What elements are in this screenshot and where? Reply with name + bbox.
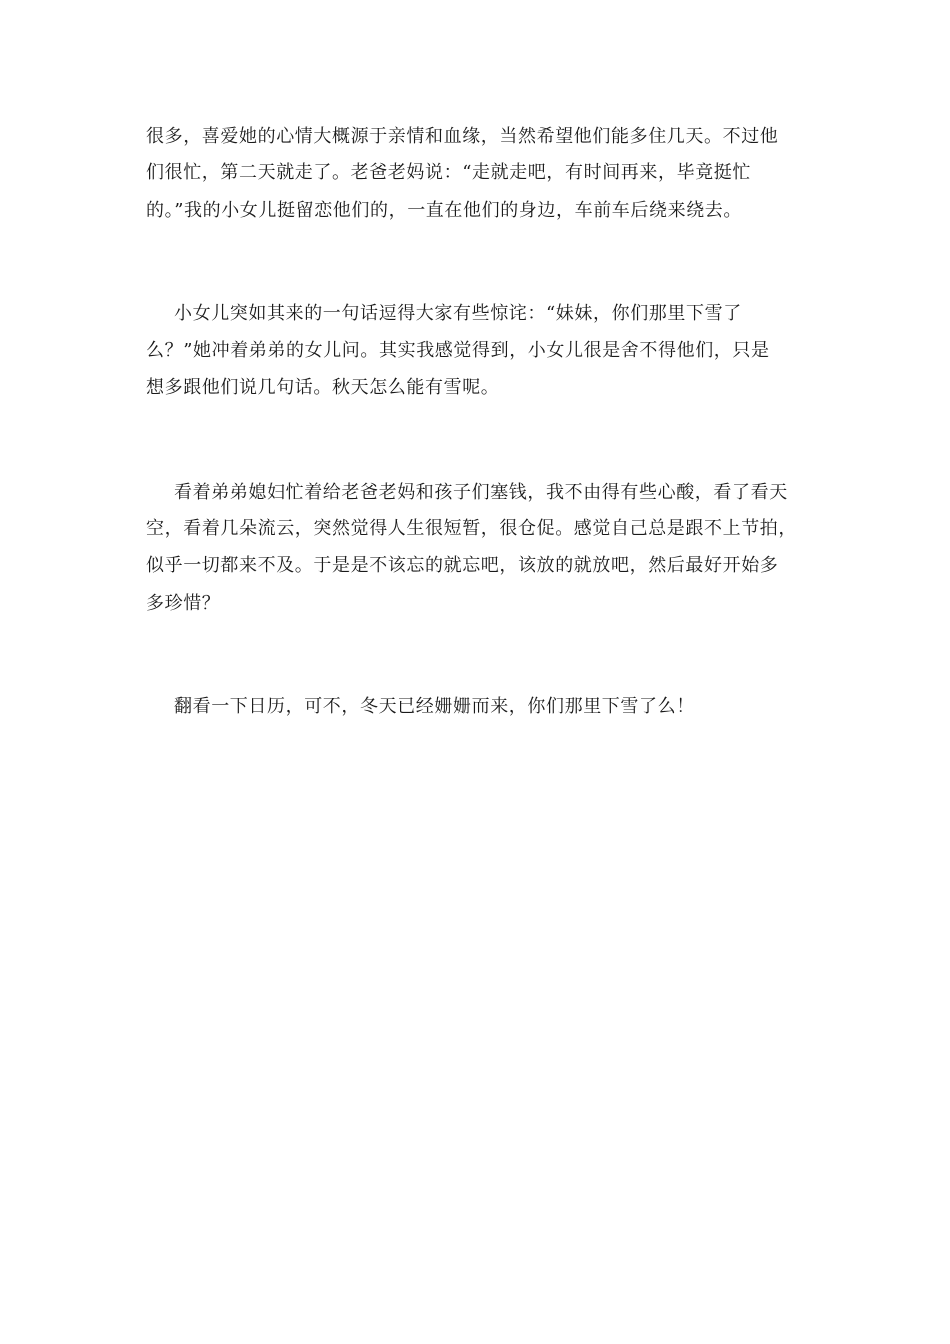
paragraph-line: 想多跟他们说几句话。秋天怎么能有雪呢。	[146, 377, 500, 398]
paragraph-line: 翻看一下日历，可不，冬天已经姗姗而来，你们那里下雪了么！	[174, 696, 695, 717]
paragraph-line: 么？”她冲着弟弟的女儿问。其实我感觉得到，小女儿很是舍不得他们，只是	[146, 340, 770, 361]
paragraph-line: 很多，喜爱她的心情大概源于亲情和血缘，当然希望他们能多住几天。不过他	[146, 126, 779, 147]
paragraph-line: 小女儿突如其来的一句话逗得大家有些惊诧：“妹妹，你们那里下雪了	[174, 303, 742, 324]
paragraph-line: 空，看着几朵流云，突然觉得人生很短暂，很仓促。感觉自己总是跟不上节拍，	[146, 518, 797, 539]
paragraph-line: 们很忙，第二天就走了。老爸老妈说：“走就走吧，有时间再来，毕竟挺忙	[146, 162, 751, 183]
paragraph-line: 看着弟弟媳妇忙着给老爸老妈和孩子们塞钱，我不由得有些心酸，看了看天	[174, 482, 788, 503]
paragraph-line: 多珍惜？	[146, 593, 221, 614]
paragraph-line: 的。”我的小女儿挺留恋他们的，一直在他们的身边，车前车后绕来绕去。	[146, 200, 742, 221]
paragraph-line: 似乎一切都来不及。于是是不该忘的就忘吧，该放的就放吧，然后最好开始多	[146, 555, 779, 576]
